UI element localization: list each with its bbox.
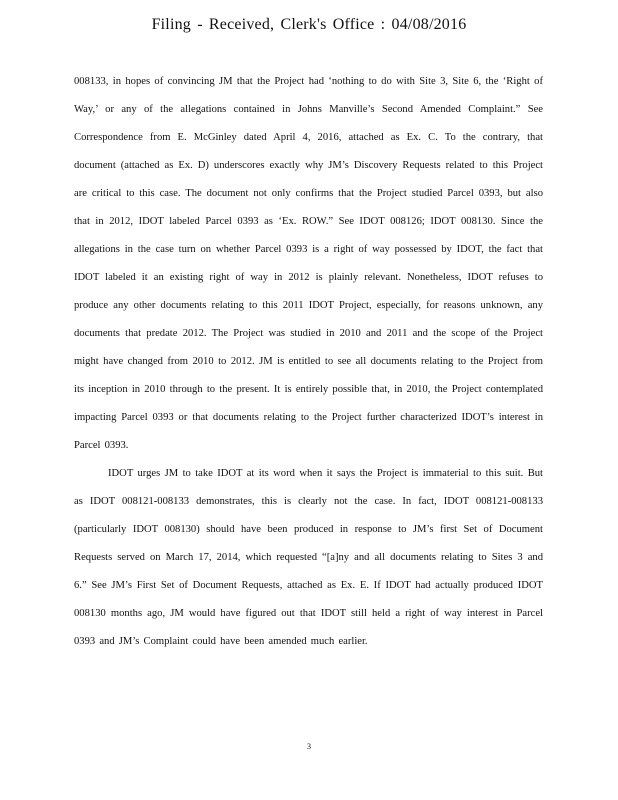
page-number: 3 — [307, 742, 311, 751]
paragraph-idot-urges: IDOT urges JM to take IDOT at its word when it says the Project is immaterial to this suit. But as IDOT 008121-008133 demonstrates, this is clearly not the case. In fact, IDOT 008121-008133 (particularly IDOT 008130) should have been produced in response to JM’s first Set of Document Requests served on March 17, 2014, which requested “[a]ny and all documents relating to Sites 3 and 6.” See JM’s First Set of Document Requests, attached as Ex. E. If IDOT had actually produced IDOT 008130 months ago, JM would have figured out that IDOT still held a right of way interest in Parcel 0393 and JM’s Complaint could have been amended much earlier. — [74, 468, 543, 647]
paragraph-continuation: 008133, in hopes of convincing JM that the Project had ‘nothing to do with Site 3, Site 6, the ‘Right of Way,’ or any of the allegations contained in Johns Manville’s Second Amended Complaint.” See Correspondence from E. McGinley dated April 4, 2016, attached as Ex. C. To the contrary, that document (attached as Ex. D) underscores exactly why JM’s Discovery Requests related to this Project are critical to this case. The document not only confirms that the Project studied Parcel 0393, but also that in 2012, IDOT labeled Parcel 0393 as ‘Ex. ROW.” See IDOT 008126; IDOT 008130. Since the allegations in the case turn on whether Parcel 0393 is a right of way possessed by IDOT, the fact that IDOT labeled it an existing right of way in 2012 is plainly relevant. Nonetheless, IDOT refuses to produce any other documents relating to this 2011 IDOT Project, especially, for reasons unknown, any documents that predate 2012. The Project was studied in 2010 and 2011 and the scope of the Project might have changed from 2010 to 2012. JM is entitled to see all documents relating to the Project from its inception in 2010 through to the present. It is entirely possible that, in 2010, the Project contemplated impacting Parcel 0393 or that documents relating to the Project further characterized IDOT’s interest in Parcel 0393. — [74, 76, 543, 451]
document-body — [74, 68, 543, 656]
filing-stamp-header: Filing - Received, Clerk's Office : 04/08/2016 — [151, 16, 467, 33]
